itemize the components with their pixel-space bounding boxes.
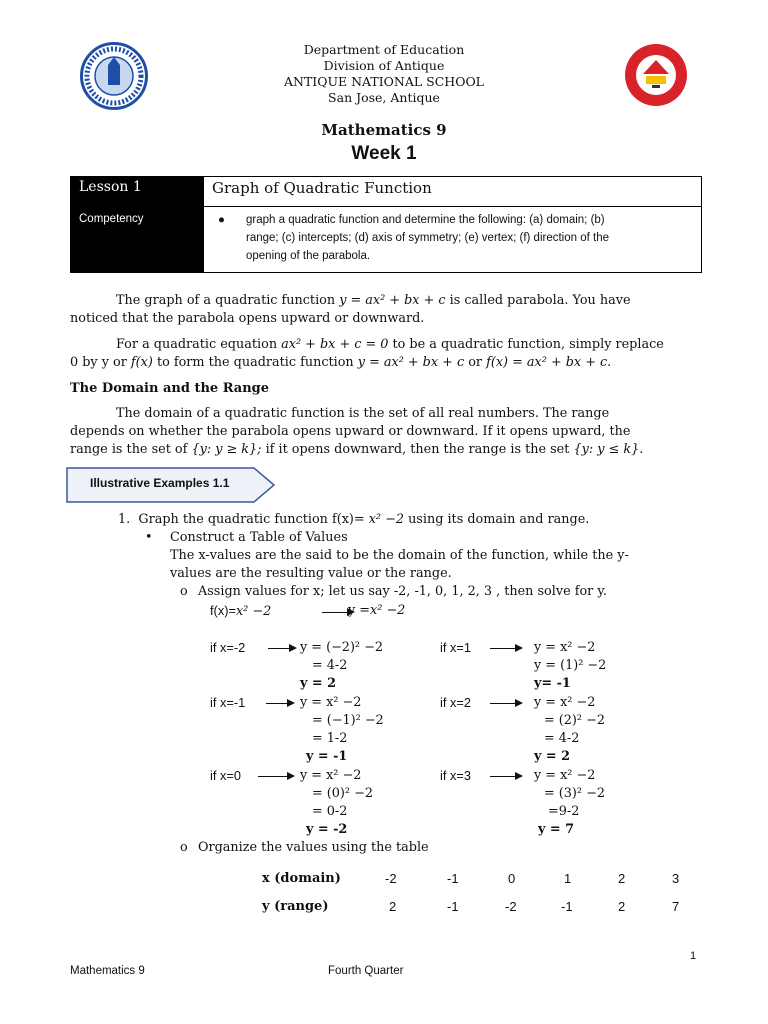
p2-text-b: to be a quadratic function, simply replace xyxy=(392,337,664,352)
arrow-x-1 xyxy=(490,648,520,649)
sub-bullet-text-1: Assign values for x; let us say -2, -1, 0, 1, 2, 3 , then solve for y. xyxy=(198,584,607,599)
bullet-line-2: The x-values are the said to be the domain of the function, while the y- xyxy=(170,548,629,563)
calc-x-neg2-step2: = 4-2 xyxy=(312,658,348,673)
bullet-label: Construct a Table of Values xyxy=(170,530,348,545)
p2-text-c: 0 by y or xyxy=(70,355,127,370)
p2-text-d: to form the quadratic function xyxy=(156,355,354,370)
paragraph-1-line-2: noticed that the parabola opens upward or downward. xyxy=(70,311,425,326)
p2-text-e: or xyxy=(468,355,483,370)
calc-x-2-step1: y = x² −2 xyxy=(534,695,596,710)
calc-x-3-result: y = 7 xyxy=(538,822,574,837)
p3-set-1: {y: y ≥ k}; xyxy=(191,442,262,457)
lesson-label: Lesson 1 xyxy=(71,177,204,207)
example-item-1 xyxy=(118,512,589,527)
values-x-label: x (domain) xyxy=(262,871,341,886)
calc-x-3-step1: y = x² −2 xyxy=(534,768,596,783)
paragraph-2-line-1 xyxy=(116,337,664,352)
fx-definition xyxy=(210,603,271,619)
competency-line-3: opening of the parabola. xyxy=(246,250,371,262)
fx-equation: x² −2 xyxy=(235,604,272,619)
paragraph-1-line-1 xyxy=(116,293,631,308)
paragraph-3-line-1: The domain of a quadratic function is the set of all real numbers. The range xyxy=(116,406,610,421)
paragraph-2-line-2 xyxy=(70,355,611,370)
competency-line-1: graph a quadratic function and determine the following: (a) domain; (b) xyxy=(246,214,605,226)
fx-label: f(x)= xyxy=(210,603,236,618)
calc-x-0-label: if x=0 xyxy=(210,768,241,783)
header-line-2: Division of Antique xyxy=(323,58,445,73)
item-text-b: using its domain and range. xyxy=(408,512,590,527)
p3-text-a: range is the set of xyxy=(70,442,188,457)
header-line-3: ANTIQUE NATIONAL SCHOOL xyxy=(284,74,484,89)
illustrative-examples-label: Illustrative Examples 1.1 xyxy=(90,476,230,490)
calc-x-1-step1: y = x² −2 xyxy=(534,640,596,655)
calc-x-1-result: y= -1 xyxy=(534,676,571,691)
values-y-cell: -2 xyxy=(505,899,517,914)
calc-x-0-result: y = -2 xyxy=(306,822,348,837)
week-title: Week 1 xyxy=(351,143,417,164)
calc-x-3-step2: = (3)² −2 xyxy=(544,786,605,801)
values-x-cell: 2 xyxy=(618,871,626,886)
calc-x-2-step2: = (2)² −2 xyxy=(544,713,605,728)
values-y-cell: 7 xyxy=(672,899,680,914)
arrow-x-neg1 xyxy=(266,703,292,704)
item-text-a: Graph the quadratic function f(x)= xyxy=(138,512,365,527)
domain-range-heading: The Domain and the Range xyxy=(70,381,270,396)
paragraph-3-line-2: depends on whether the parabola opens upward or downward. If it opens upward, the xyxy=(70,424,631,439)
item-number: 1. xyxy=(118,512,131,527)
values-y-cell: 2 xyxy=(389,899,397,914)
calc-x-0-step3: = 0-2 xyxy=(312,804,348,819)
calc-x-neg1-step1: y = x² −2 xyxy=(300,695,362,710)
subject-title: Mathematics 9 xyxy=(321,121,447,139)
y-definition xyxy=(348,603,405,618)
values-y-cell: -1 xyxy=(447,899,459,914)
p3-set-2: {y: y ≤ k}. xyxy=(573,442,644,457)
item-equation: x² −2 xyxy=(368,512,404,527)
competency-label: Competency xyxy=(71,207,204,273)
y-equation: x² −2 xyxy=(370,603,406,618)
values-y-cell: 2 xyxy=(618,899,626,914)
competency-content xyxy=(204,207,702,273)
paragraph-3-line-3 xyxy=(70,442,643,457)
values-x-cell: -1 xyxy=(447,871,459,886)
values-x-cell: 3 xyxy=(672,871,680,886)
arrow-x-0 xyxy=(258,776,292,777)
calc-x-neg1-step3: = 1-2 xyxy=(312,731,348,746)
calc-x-neg2-result: y = 2 xyxy=(300,676,336,691)
p2-equation-2: y = ax² + bx + c xyxy=(357,355,465,370)
calc-x-1-step2: y = (1)² −2 xyxy=(534,658,607,673)
arrow-x-3 xyxy=(490,776,520,777)
calc-x-0-step1: y = x² −2 xyxy=(300,768,362,783)
calc-x-2-result: y = 2 xyxy=(534,749,570,764)
calc-x-neg1-result: y = -1 xyxy=(306,749,348,764)
lesson-table xyxy=(70,176,702,273)
p2-fx: f(x) xyxy=(130,355,153,370)
calc-x-neg1-label: if x=-1 xyxy=(210,695,246,710)
calc-x-1-label: if x=1 xyxy=(440,640,471,655)
calc-x-neg1-step2: = (−1)² −2 xyxy=(312,713,384,728)
calc-x-3-label: if x=3 xyxy=(440,768,471,783)
calc-x-neg2-label: if x=-2 xyxy=(210,640,246,655)
values-y-cell: -1 xyxy=(561,899,573,914)
sub-bullet-mark-2: o xyxy=(180,840,188,855)
p1-text-b: is called parabola. You have xyxy=(449,293,631,308)
footer-subject: Mathematics 9 xyxy=(70,965,145,977)
values-x-cell: -2 xyxy=(385,871,397,886)
arrow-x-neg2 xyxy=(268,648,294,649)
values-y-label: y (range) xyxy=(262,899,329,914)
p1-equation: y = ax² + bx + c xyxy=(339,293,446,308)
y-label: y = xyxy=(348,603,371,618)
values-x-cell: 0 xyxy=(508,871,516,886)
bullet-mark: • xyxy=(145,530,153,545)
arrow-x-2 xyxy=(490,703,520,704)
competency-bullet: ● xyxy=(218,214,225,226)
p3-text-b: if it opens downward, then the range is the set xyxy=(265,442,570,457)
sub-bullet-text-2: Organize the values using the table xyxy=(198,840,429,855)
competency-line-2: range; (c) intercepts; (d) axis of symmetry; (e) vertex; (f) direction of the xyxy=(246,232,609,244)
calc-x-2-label: if x=2 xyxy=(440,695,471,710)
calc-x-neg2-step1: y = (−2)² −2 xyxy=(300,640,383,655)
p2-equation-3: f(x) = ax² + bx + c. xyxy=(486,355,612,370)
page-number: 1 xyxy=(690,950,697,962)
p2-equation: ax² + bx + c = 0 xyxy=(281,337,389,352)
calc-x-0-step2: = (0)² −2 xyxy=(312,786,373,801)
lesson-topic: Graph of Quadratic Function xyxy=(204,177,702,207)
bullet-line-3: values are the resulting value or the range. xyxy=(170,566,452,581)
header-line-1: Department of Education xyxy=(303,42,465,57)
footer-quarter: Fourth Quarter xyxy=(328,965,404,977)
sub-bullet-mark-1: o xyxy=(180,584,188,599)
p2-text-a: For a quadratic equation xyxy=(116,337,278,352)
calc-x-2-step3: = 4-2 xyxy=(544,731,580,746)
header-line-4: San Jose, Antique xyxy=(328,90,440,105)
p1-text-a: The graph of a quadratic function xyxy=(116,293,336,308)
values-x-cell: 1 xyxy=(564,871,572,886)
calc-x-3-step3: =9-2 xyxy=(548,804,580,819)
